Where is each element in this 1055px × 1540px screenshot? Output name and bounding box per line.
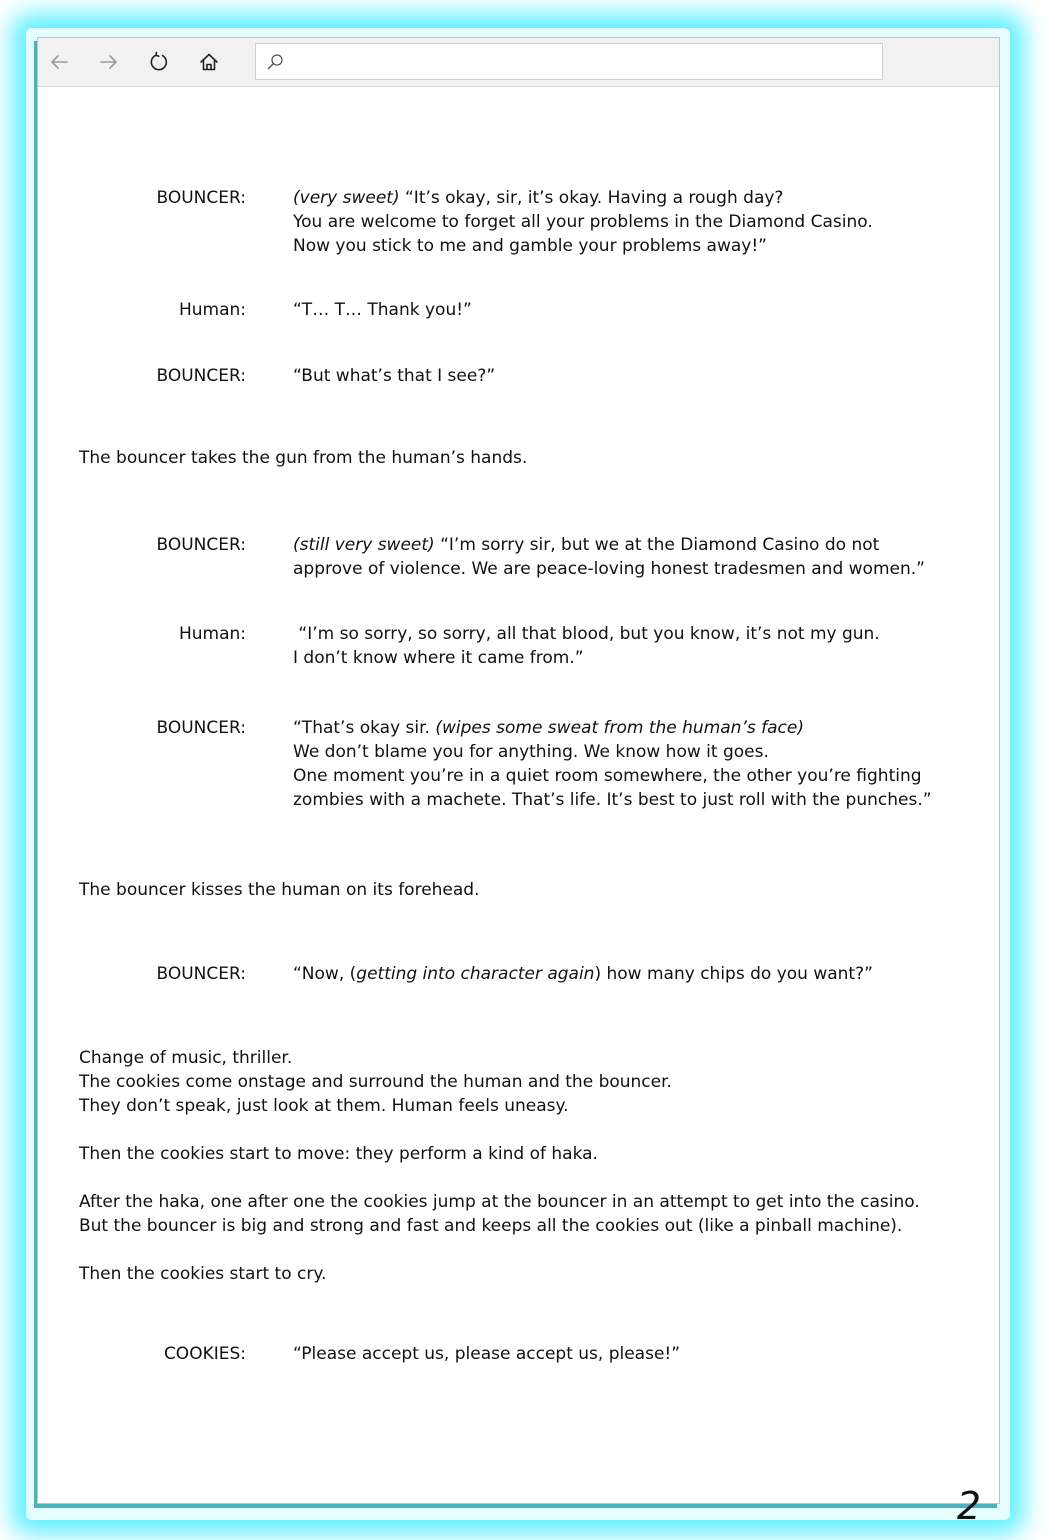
browser-window <box>37 37 1000 1528</box>
dialogue-line: “I’m so sorry, so sorry, all that blood, but you know, it’s not my gun. <box>293 624 880 644</box>
speaker-label: BOUNCER: <box>156 366 246 386</box>
action-line: They don’t speak, just look at them. Human feels uneasy. <box>79 1096 569 1116</box>
speaker-label: BOUNCER: <box>156 964 246 984</box>
forward-button[interactable] <box>96 49 122 75</box>
dialogue-text: ) how many chips do you want?” <box>594 964 873 984</box>
action-block <box>79 1046 959 1118</box>
speaker-label: BOUNCER: <box>156 535 246 555</box>
dialogue-line: Now you stick to me and gamble your problems away!” <box>293 236 767 256</box>
action-line: Then the cookies start to move: they perform a kind of haka. <box>79 1144 598 1164</box>
dialogue-line <box>293 186 973 210</box>
action-line: After the haka, one after one the cookies jump at the bouncer in an attempt to get into the casino. <box>79 1192 920 1212</box>
action-line: Then the cookies start to cry. <box>79 1264 327 1284</box>
dialogue-text: “It’s okay, sir, it’s okay. Having a rough day? <box>399 188 784 208</box>
action-line: The bouncer kisses the human on its forehead. <box>79 880 480 900</box>
stage-direction: (very sweet) <box>293 188 400 208</box>
speaker-label: Human: <box>178 624 246 644</box>
dialogue-line: “T… T… Thank you!” <box>293 300 472 320</box>
dialogue-block <box>293 364 973 388</box>
dialogue-line: “Please accept us, please accept us, please!” <box>293 1344 681 1364</box>
dialogue-block <box>293 622 973 670</box>
dialogue-line: You are welcome to forget all your problems in the Diamond Casino. <box>293 212 873 232</box>
dialogue-line: I don’t know where it came from.” <box>293 648 584 668</box>
search-icon <box>266 53 284 71</box>
dialogue-line: We don’t blame you for anything. We know how it goes. <box>293 742 769 762</box>
action-line: The cookies come onstage and surround the human and the bouncer. <box>79 1072 672 1092</box>
dialogue-line: “But what’s that I see?” <box>293 366 496 386</box>
refresh-button[interactable] <box>146 49 172 75</box>
speaker-label: COOKIES: <box>163 1344 246 1364</box>
back-button[interactable] <box>46 49 72 75</box>
action-line: But the bouncer is big and strong and fast and keeps all the cookies out (like a pinball machine). <box>79 1216 903 1236</box>
action-block <box>79 1190 959 1238</box>
page-number: 2 <box>956 1484 981 1528</box>
home-button[interactable] <box>196 49 222 75</box>
dialogue-text: “Now, ( <box>293 964 357 984</box>
dialogue-line: approve of violence. We are peace-loving honest tradesmen and women.” <box>293 559 925 579</box>
dialogue-text: “I’m sorry sir, but we at the Diamond Casino do not <box>434 535 880 555</box>
script-page <box>38 86 999 1528</box>
dialogue-line <box>293 962 973 986</box>
dialogue-block <box>293 186 973 258</box>
stage-direction: (wipes some sweat from the human’s face) <box>435 718 804 738</box>
arrow-right-icon <box>98 51 120 73</box>
speaker-label: BOUNCER: <box>156 188 246 208</box>
dialogue-text: “That’s okay sir. <box>293 718 436 738</box>
action-line: The bouncer takes the gun from the human’s hands. <box>79 448 528 468</box>
address-input[interactable] <box>290 50 874 76</box>
dialogue-block <box>293 298 973 322</box>
dialogue-line: One moment you’re in a quiet room somewhere, the other you’re fighting <box>293 766 922 786</box>
stage-direction: (still very sweet) <box>293 535 435 555</box>
dialogue-block <box>293 533 973 581</box>
action-line: Change of music, thriller. <box>79 1048 293 1068</box>
browser-toolbar <box>38 38 999 87</box>
speaker-label: Human: <box>178 300 246 320</box>
dialogue-line <box>293 533 973 557</box>
speaker-label: BOUNCER: <box>156 718 246 738</box>
dialogue-block <box>293 962 973 986</box>
home-icon <box>198 51 220 73</box>
refresh-icon <box>148 51 170 73</box>
dialogue-line <box>293 716 973 740</box>
arrow-left-icon <box>48 51 70 73</box>
stage-direction: getting into character again <box>356 964 595 984</box>
dialogue-block <box>293 1342 973 1366</box>
address-bar[interactable] <box>255 43 883 80</box>
dialogue-line: zombies with a machete. That’s life. It’s best to just roll with the punches.” <box>293 790 932 810</box>
dialogue-block <box>293 716 973 812</box>
